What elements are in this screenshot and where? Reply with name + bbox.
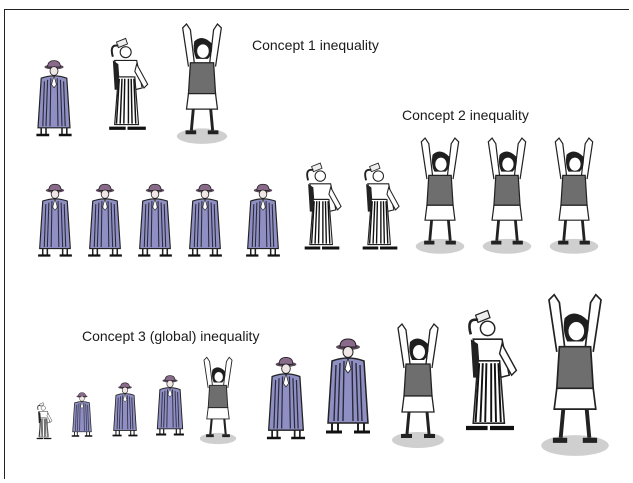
girl-figure bbox=[479, 130, 535, 260]
striped-man-figure bbox=[100, 36, 155, 138]
girl-figure bbox=[388, 318, 448, 452]
businessman-figure bbox=[260, 352, 312, 446]
striped-man-figure bbox=[454, 296, 526, 452]
businessman-figure bbox=[182, 180, 228, 262]
girl-figure bbox=[197, 352, 239, 448]
businessman-figure bbox=[108, 378, 142, 442]
concept-3-label: Concept 3 (global) inequality bbox=[82, 328, 260, 344]
striped-man-figure bbox=[296, 157, 348, 261]
businessman-figure bbox=[151, 370, 189, 442]
girl-figure bbox=[536, 286, 614, 462]
concept-1-label: Concept 1 inequality bbox=[252, 37, 379, 53]
concept-2-label: Concept 2 inequality bbox=[402, 107, 529, 123]
striped-man-figure bbox=[354, 157, 406, 261]
businessman-figure bbox=[68, 388, 96, 442]
businessman-figure bbox=[318, 330, 378, 444]
girl-figure bbox=[412, 130, 468, 260]
girl-figure bbox=[173, 18, 231, 148]
striped-man-figure bbox=[33, 396, 55, 448]
girl-figure bbox=[546, 130, 602, 260]
businessman-figure bbox=[240, 180, 286, 262]
businessman-figure bbox=[30, 58, 78, 140]
businessman-figure bbox=[32, 180, 78, 262]
businessman-figure bbox=[82, 180, 128, 262]
businessman-figure bbox=[132, 180, 178, 262]
